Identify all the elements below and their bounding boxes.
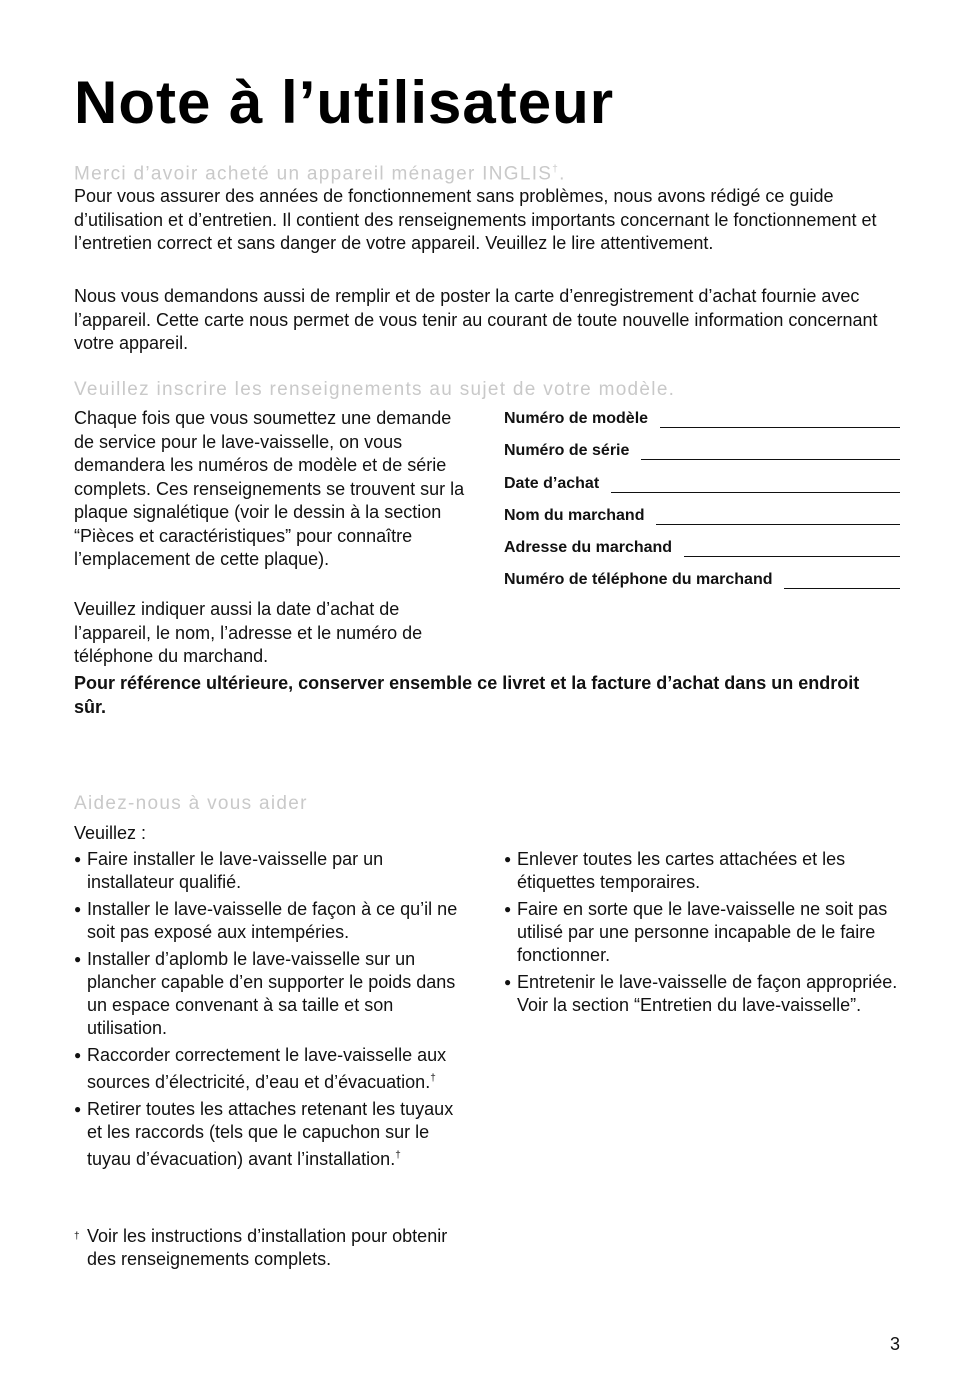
footnote-ref: †: [430, 1073, 436, 1084]
page-number: 3: [889, 1334, 900, 1354]
bullet-icon: ●: [74, 902, 82, 916]
page-title: Note à l’utilisateur: [74, 69, 615, 136]
list-item: [504, 898, 900, 967]
list-item: [504, 848, 900, 894]
help-list-left: [74, 848, 464, 1175]
footnote-ref: †: [395, 1150, 401, 1161]
field-purchase-date-line[interactable]: [611, 476, 900, 493]
field-model-number-line[interactable]: [660, 411, 900, 428]
intro-heading: [74, 158, 566, 186]
list-item-text: Raccorder correctement le lave-vaisselle aux sources d’électricité, d’eau et d’évacuation.: [87, 1045, 447, 1092]
field-dealer-name[interactable]: [504, 503, 900, 525]
intro-heading-end: .: [559, 163, 566, 185]
list-item: [504, 971, 900, 1017]
intro-paragraph-2: Nous vous demandons aussi de remplir et de poster la carte d’enregistrement d’achat fournie avec l’appareil. Cette carte nous permet de vous tenir au courant de toute nouvelle information concernant votre appareil.: [74, 286, 878, 353]
field-dealer-phone[interactable]: [504, 567, 900, 589]
bullet-icon: ●: [74, 1048, 82, 1062]
field-model-number[interactable]: [504, 406, 900, 428]
field-serial-number-line[interactable]: [641, 443, 900, 460]
list-item: [74, 1044, 464, 1094]
list-item-text: Retirer toutes les attaches retenant les tuyaux et les raccords (tels que le capuchon sur le tuyau d’évacuation) avant l’installation.: [87, 1099, 454, 1169]
field-serial-number[interactable]: [504, 438, 900, 460]
field-dealer-address-line[interactable]: [684, 540, 900, 557]
field-dealer-address[interactable]: [504, 535, 900, 557]
footnote-mark: †: [74, 1231, 80, 1242]
help-heading: Aidez-nous à vous aider: [74, 793, 308, 814]
bullet-icon: ●: [74, 952, 82, 966]
intro-heading-mark: †: [552, 164, 560, 175]
list-item-text: Enlever toutes les cartes attachées et les étiquettes temporaires.: [517, 849, 846, 892]
keep-notice: Pour référence ultérieure, conserver ensemble ce livret et la facture d’achat dans un endroit sûr.: [74, 673, 860, 717]
field-dealer-address-label: Adresse du marchand: [504, 539, 673, 556]
list-item-text: Installer le lave-vaisselle de façon à ce qu’il ne soit pas exposé aux intempéries.: [87, 899, 458, 942]
help-intro: Veuillez :: [74, 823, 147, 843]
model-heading: Veuillez inscrire les renseignements au sujet de votre modèle.: [74, 379, 676, 400]
model-paragraph-1: Chaque fois que vous soumettez une demande de service pour le lave-vaisselle, on vous demandera les numéros de modèle et de série complets. Ces renseignements se trouvent sur la plaque signalétique (voir le dessin à la section “Pièces et caractéristiques” pour connaître l’emplacement de cette plaque).: [74, 408, 465, 569]
model-paragraph-2: Veuillez indiquer aussi la date d’achat de l’appareil, le nom, l’adresse et le numéro de téléphone du marchand.: [74, 599, 423, 666]
list-item: [74, 1098, 464, 1171]
help-list-right: [504, 848, 900, 1021]
bullet-icon: ●: [504, 852, 512, 866]
list-item: [74, 898, 464, 944]
field-model-number-label: Numéro de modèle: [504, 410, 649, 427]
list-item: [74, 848, 464, 894]
bullet-icon: ●: [504, 975, 512, 989]
intro-paragraph-1: Pour vous assurer des années de fonctionnement sans problèmes, nous avons rédigé ce guide d’utilisation et d’entretien. Il contient des renseignements importants concernant le fonctionnement et l’entretien correct et sans danger de votre appareil. Veuillez le lire attentivement.: [74, 186, 877, 253]
bullet-icon: ●: [74, 1102, 82, 1116]
list-item-text: Faire en sorte que le lave-vaisselle ne soit pas utilisé par une personne incapable de le faire fonctionner.: [517, 899, 888, 965]
field-dealer-name-label: Nom du marchand: [504, 507, 645, 524]
bullet-icon: ●: [504, 902, 512, 916]
list-item-text: Entretenir le lave-vaisselle de façon appropriée. Voir la section “Entretien du lave-vaisselle”.: [517, 972, 898, 1015]
footnote: [74, 1225, 467, 1271]
field-dealer-phone-label: Numéro de téléphone du marchand: [504, 571, 773, 588]
field-dealer-name-line[interactable]: [656, 508, 900, 525]
footnote-text: Voir les instructions d’installation pour obtenir des renseignements complets.: [87, 1226, 448, 1269]
bullet-icon: ●: [74, 852, 82, 866]
list-item-text: Faire installer le lave-vaisselle par un installateur qualifié.: [87, 849, 384, 892]
field-serial-number-label: Numéro de série: [504, 442, 630, 459]
field-purchase-date-label: Date d’achat: [504, 475, 600, 492]
field-dealer-phone-line[interactable]: [784, 572, 900, 589]
list-item-text: Installer d’aplomb le lave-vaisselle sur un plancher capable d’en supporter le poids dans un espace convenant à sa taille et son utilisation.: [87, 949, 456, 1038]
intro-heading-text: Merci d’avoir acheté un appareil ménager INGLIS: [74, 163, 553, 185]
field-purchase-date[interactable]: [504, 471, 900, 493]
list-item: [74, 948, 464, 1040]
